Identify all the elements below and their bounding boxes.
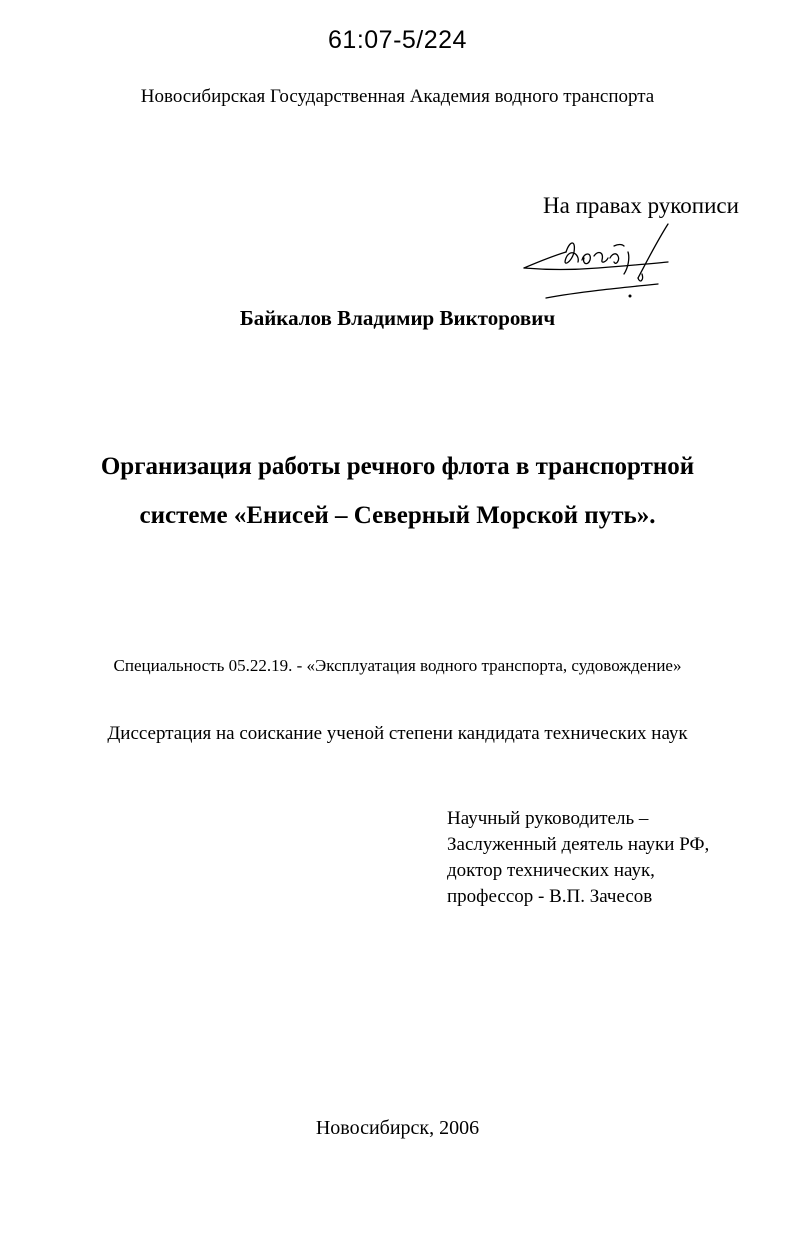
supervisor-block [447,806,709,910]
handwritten-signature [518,218,688,308]
specialty-line: Специальность 05.22.19. - «Эксплуатация водного транспорта, судовождение» [113,656,682,675]
dissertation-title-line-2: системе «Енисей – Северный Морской путь». [139,502,656,529]
supervisor-line-4: профессор - В.П. Зачесов [447,886,653,907]
dissertation-title-line-1: Организация работы речного флота в транспортной [100,453,695,480]
institution-name: Новосибирская Государственная Академия водного транспорта [140,86,655,107]
supervisor-line-2: Заслуженный деятель науки РФ, [447,834,710,855]
author-name: Байкалов Владимир Викторович [239,306,556,330]
degree-line: Диссертация на соискание ученой степени кандидата технических наук [107,723,688,744]
supervisor-line-1: Научный руководитель – [447,808,649,829]
supervisor-line-3: доктор технических наук, [447,860,655,881]
city-year: Новосибирск, 2006 [315,1117,480,1139]
catalog-number: 61:07-5/224 [328,26,467,54]
manuscript-note: На правах рукописи [543,193,739,218]
